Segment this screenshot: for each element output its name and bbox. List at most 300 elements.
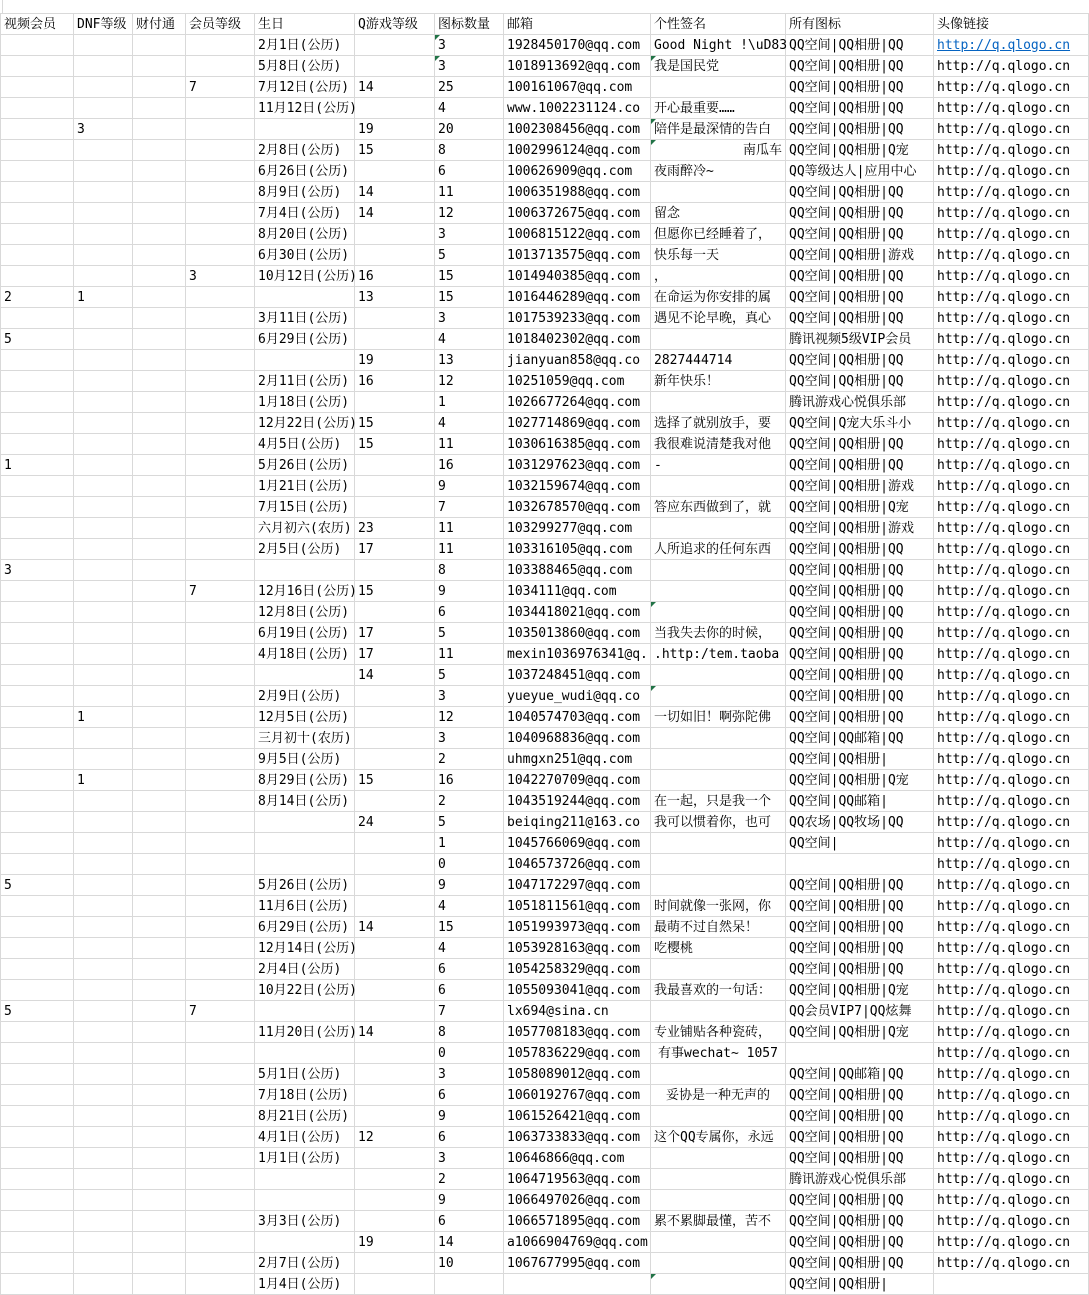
cell-birthday[interactable] — [255, 161, 355, 182]
cell-signature[interactable] — [651, 1022, 786, 1043]
cell-icon-count[interactable] — [435, 329, 504, 350]
cell-all-icons[interactable] — [786, 56, 934, 77]
cell-all-icons[interactable] — [786, 182, 934, 203]
cell-qgame-level[interactable] — [355, 1274, 435, 1295]
cell-all-icons[interactable] — [786, 917, 934, 938]
cell-signature[interactable] — [651, 812, 786, 833]
cell-video-vip[interactable] — [1, 1211, 74, 1232]
cell-video-vip[interactable] — [1, 1127, 74, 1148]
cell-avatar-link[interactable] — [934, 1190, 1089, 1211]
cell-signature[interactable] — [651, 1043, 786, 1064]
cell-birthday[interactable] — [255, 497, 355, 518]
cell-all-icons[interactable] — [786, 959, 934, 980]
cell-birthday[interactable] — [255, 1064, 355, 1085]
cell-email[interactable] — [504, 560, 651, 581]
cell-icon-count[interactable] — [435, 1043, 504, 1064]
cell-avatar-link[interactable] — [934, 707, 1089, 728]
cell-tenpay[interactable] — [133, 35, 186, 56]
cell-email[interactable] — [504, 854, 651, 875]
cell-tenpay[interactable] — [133, 56, 186, 77]
cell-video-vip[interactable] — [1, 791, 74, 812]
cell-video-vip[interactable] — [1, 1253, 74, 1274]
cell-icon-count[interactable] — [435, 623, 504, 644]
cell-birthday[interactable] — [255, 287, 355, 308]
cell-birthday[interactable] — [255, 1274, 355, 1295]
cell-avatar-link[interactable] — [934, 119, 1089, 140]
cell-video-vip[interactable] — [1, 539, 74, 560]
cell-qgame-level[interactable] — [355, 392, 435, 413]
cell-email[interactable] — [504, 728, 651, 749]
cell-birthday[interactable] — [255, 1253, 355, 1274]
cell-dnf-level[interactable] — [74, 581, 133, 602]
cell-icon-count[interactable] — [435, 1085, 504, 1106]
cell-dnf-level[interactable] — [74, 770, 133, 791]
cell-qgame-level[interactable] — [355, 1148, 435, 1169]
cell-email[interactable] — [504, 938, 651, 959]
cell-birthday[interactable] — [255, 392, 355, 413]
cell-vip-level[interactable] — [186, 896, 255, 917]
cell-tenpay[interactable] — [133, 560, 186, 581]
cell-vip-level[interactable] — [186, 1274, 255, 1295]
cell-dnf-level[interactable] — [74, 875, 133, 896]
cell-tenpay[interactable] — [133, 896, 186, 917]
cell-avatar-link[interactable] — [934, 329, 1089, 350]
cell-icon-count[interactable] — [435, 875, 504, 896]
cell-email[interactable] — [504, 980, 651, 1001]
cell-qgame-level[interactable] — [355, 686, 435, 707]
cell-email[interactable] — [504, 602, 651, 623]
cell-birthday[interactable] — [255, 665, 355, 686]
cell-tenpay[interactable] — [133, 833, 186, 854]
cell-qgame-level[interactable] — [355, 497, 435, 518]
column-header-dnf-level[interactable] — [74, 14, 133, 35]
cell-signature[interactable] — [651, 896, 786, 917]
cell-avatar-link[interactable] — [934, 266, 1089, 287]
cell-email[interactable] — [504, 1064, 651, 1085]
cell-all-icons[interactable] — [786, 1274, 934, 1295]
cell-qgame-level[interactable] — [355, 203, 435, 224]
cell-signature[interactable] — [651, 1127, 786, 1148]
cell-qgame-level[interactable] — [355, 644, 435, 665]
cell-qgame-level[interactable] — [355, 1064, 435, 1085]
cell-signature[interactable] — [651, 707, 786, 728]
cell-birthday[interactable] — [255, 434, 355, 455]
cell-video-vip[interactable] — [1, 959, 74, 980]
cell-vip-level[interactable] — [186, 1190, 255, 1211]
cell-avatar-link[interactable] — [934, 1043, 1089, 1064]
cell-vip-level[interactable] — [186, 665, 255, 686]
cell-signature[interactable] — [651, 1148, 786, 1169]
cell-video-vip[interactable] — [1, 560, 74, 581]
cell-vip-level[interactable] — [186, 854, 255, 875]
cell-vip-level[interactable] — [186, 875, 255, 896]
cell-dnf-level[interactable] — [74, 140, 133, 161]
cell-birthday[interactable] — [255, 875, 355, 896]
cell-all-icons[interactable] — [786, 707, 934, 728]
cell-email[interactable] — [504, 371, 651, 392]
cell-all-icons[interactable] — [786, 1064, 934, 1085]
cell-vip-level[interactable] — [186, 476, 255, 497]
cell-dnf-level[interactable] — [74, 1001, 133, 1022]
cell-dnf-level[interactable] — [74, 1085, 133, 1106]
cell-signature[interactable] — [651, 350, 786, 371]
cell-birthday[interactable] — [255, 623, 355, 644]
cell-avatar-link[interactable] — [934, 98, 1089, 119]
cell-qgame-level[interactable] — [355, 980, 435, 1001]
cell-vip-level[interactable] — [186, 980, 255, 1001]
cell-signature[interactable] — [651, 518, 786, 539]
cell-signature[interactable] — [651, 287, 786, 308]
cell-qgame-level[interactable] — [355, 1232, 435, 1253]
cell-birthday[interactable] — [255, 1127, 355, 1148]
cell-email[interactable] — [504, 791, 651, 812]
cell-avatar-link[interactable] — [934, 728, 1089, 749]
cell-vip-level[interactable] — [186, 770, 255, 791]
cell-all-icons[interactable] — [786, 392, 934, 413]
cell-all-icons[interactable] — [786, 1190, 934, 1211]
cell-email[interactable] — [504, 203, 651, 224]
cell-tenpay[interactable] — [133, 749, 186, 770]
cell-vip-level[interactable] — [186, 119, 255, 140]
cell-email[interactable] — [504, 1169, 651, 1190]
cell-tenpay[interactable] — [133, 182, 186, 203]
cell-avatar-link[interactable] — [934, 686, 1089, 707]
cell-avatar-link[interactable] — [934, 875, 1089, 896]
cell-video-vip[interactable] — [1, 854, 74, 875]
cell-signature[interactable] — [651, 1190, 786, 1211]
cell-video-vip[interactable] — [1, 518, 74, 539]
cell-dnf-level[interactable] — [74, 917, 133, 938]
cell-avatar-link[interactable] — [934, 896, 1089, 917]
cell-tenpay[interactable] — [133, 854, 186, 875]
cell-qgame-level[interactable] — [355, 812, 435, 833]
cell-avatar-link[interactable] — [934, 1253, 1089, 1274]
cell-icon-count[interactable] — [435, 287, 504, 308]
cell-tenpay[interactable] — [133, 707, 186, 728]
cell-birthday[interactable] — [255, 371, 355, 392]
cell-dnf-level[interactable] — [74, 1211, 133, 1232]
cell-dnf-level[interactable] — [74, 791, 133, 812]
cell-qgame-level[interactable] — [355, 140, 435, 161]
cell-tenpay[interactable] — [133, 1169, 186, 1190]
cell-icon-count[interactable] — [435, 161, 504, 182]
cell-signature[interactable] — [651, 98, 786, 119]
cell-vip-level[interactable] — [186, 161, 255, 182]
cell-video-vip[interactable] — [1, 980, 74, 1001]
cell-email[interactable] — [504, 875, 651, 896]
cell-avatar-link[interactable] — [934, 413, 1089, 434]
cell-video-vip[interactable] — [1, 266, 74, 287]
cell-dnf-level[interactable] — [74, 707, 133, 728]
cell-dnf-level[interactable] — [74, 980, 133, 1001]
cell-video-vip[interactable] — [1, 497, 74, 518]
cell-birthday[interactable] — [255, 413, 355, 434]
cell-tenpay[interactable] — [133, 623, 186, 644]
cell-all-icons[interactable] — [786, 413, 934, 434]
cell-vip-level[interactable] — [186, 266, 255, 287]
cell-dnf-level[interactable] — [74, 350, 133, 371]
cell-signature[interactable] — [651, 980, 786, 1001]
cell-avatar-link[interactable] — [934, 77, 1089, 98]
cell-icon-count[interactable] — [435, 728, 504, 749]
cell-qgame-level[interactable] — [355, 308, 435, 329]
cell-video-vip[interactable] — [1, 707, 74, 728]
cell-icon-count[interactable] — [435, 140, 504, 161]
cell-tenpay[interactable] — [133, 245, 186, 266]
cell-all-icons[interactable] — [786, 560, 934, 581]
cell-all-icons[interactable] — [786, 245, 934, 266]
cell-avatar-link[interactable] — [934, 1022, 1089, 1043]
cell-birthday[interactable] — [255, 938, 355, 959]
cell-video-vip[interactable] — [1, 98, 74, 119]
cell-icon-count[interactable] — [435, 392, 504, 413]
cell-icon-count[interactable] — [435, 1022, 504, 1043]
cell-video-vip[interactable] — [1, 413, 74, 434]
cell-birthday[interactable] — [255, 518, 355, 539]
cell-all-icons[interactable] — [786, 1043, 934, 1064]
cell-avatar-link[interactable] — [934, 140, 1089, 161]
cell-email[interactable] — [504, 665, 651, 686]
cell-icon-count[interactable] — [435, 497, 504, 518]
cell-qgame-level[interactable] — [355, 1001, 435, 1022]
cell-all-icons[interactable] — [786, 1169, 934, 1190]
cell-dnf-level[interactable] — [74, 1127, 133, 1148]
cell-all-icons[interactable] — [786, 161, 934, 182]
cell-qgame-level[interactable] — [355, 581, 435, 602]
cell-all-icons[interactable] — [786, 1211, 934, 1232]
cell-signature[interactable] — [651, 371, 786, 392]
cell-dnf-level[interactable] — [74, 1106, 133, 1127]
cell-all-icons[interactable] — [786, 938, 934, 959]
cell-all-icons[interactable] — [786, 224, 934, 245]
cell-icon-count[interactable] — [435, 581, 504, 602]
cell-vip-level[interactable] — [186, 623, 255, 644]
cell-all-icons[interactable] — [786, 434, 934, 455]
cell-avatar-link[interactable] — [934, 1169, 1089, 1190]
cell-email[interactable] — [504, 896, 651, 917]
cell-email[interactable] — [504, 161, 651, 182]
cell-birthday[interactable] — [255, 56, 355, 77]
cell-vip-level[interactable] — [186, 560, 255, 581]
cell-email[interactable] — [504, 266, 651, 287]
cell-tenpay[interactable] — [133, 1253, 186, 1274]
cell-qgame-level[interactable] — [355, 98, 435, 119]
cell-tenpay[interactable] — [133, 224, 186, 245]
cell-video-vip[interactable] — [1, 1190, 74, 1211]
cell-icon-count[interactable] — [435, 1211, 504, 1232]
cell-video-vip[interactable] — [1, 686, 74, 707]
cell-birthday[interactable] — [255, 707, 355, 728]
cell-all-icons[interactable] — [786, 266, 934, 287]
cell-signature[interactable] — [651, 476, 786, 497]
cell-vip-level[interactable] — [186, 203, 255, 224]
cell-avatar-link[interactable] — [934, 959, 1089, 980]
cell-birthday[interactable] — [255, 1211, 355, 1232]
cell-tenpay[interactable] — [133, 1085, 186, 1106]
cell-birthday[interactable] — [255, 77, 355, 98]
cell-avatar-link[interactable] — [934, 1085, 1089, 1106]
cell-dnf-level[interactable] — [74, 266, 133, 287]
cell-email[interactable] — [504, 1274, 651, 1295]
cell-vip-level[interactable] — [186, 497, 255, 518]
cell-tenpay[interactable] — [133, 1064, 186, 1085]
cell-avatar-link[interactable] — [934, 371, 1089, 392]
cell-dnf-level[interactable] — [74, 497, 133, 518]
cell-all-icons[interactable] — [786, 623, 934, 644]
cell-tenpay[interactable] — [133, 1106, 186, 1127]
cell-tenpay[interactable] — [133, 665, 186, 686]
cell-icon-count[interactable] — [435, 203, 504, 224]
cell-avatar-link[interactable] — [934, 434, 1089, 455]
cell-qgame-level[interactable] — [355, 455, 435, 476]
cell-dnf-level[interactable] — [74, 455, 133, 476]
cell-tenpay[interactable] — [133, 266, 186, 287]
cell-tenpay[interactable] — [133, 203, 186, 224]
cell-qgame-level[interactable] — [355, 434, 435, 455]
cell-video-vip[interactable] — [1, 371, 74, 392]
cell-icon-count[interactable] — [435, 980, 504, 1001]
cell-signature[interactable] — [651, 602, 786, 623]
cell-video-vip[interactable] — [1, 1274, 74, 1295]
cell-vip-level[interactable] — [186, 833, 255, 854]
cell-email[interactable] — [504, 329, 651, 350]
cell-all-icons[interactable] — [786, 203, 934, 224]
cell-signature[interactable] — [651, 77, 786, 98]
cell-avatar-link[interactable] — [934, 854, 1089, 875]
cell-qgame-level[interactable] — [355, 329, 435, 350]
cell-video-vip[interactable] — [1, 140, 74, 161]
cell-email[interactable] — [504, 140, 651, 161]
cell-tenpay[interactable] — [133, 371, 186, 392]
cell-video-vip[interactable] — [1, 770, 74, 791]
cell-signature[interactable] — [651, 623, 786, 644]
cell-email[interactable] — [504, 182, 651, 203]
cell-all-icons[interactable] — [786, 833, 934, 854]
cell-icon-count[interactable] — [435, 1274, 504, 1295]
cell-email[interactable] — [504, 644, 651, 665]
cell-video-vip[interactable] — [1, 1064, 74, 1085]
cell-icon-count[interactable] — [435, 266, 504, 287]
cell-avatar-link[interactable] — [934, 1211, 1089, 1232]
cell-email[interactable] — [504, 959, 651, 980]
cell-signature[interactable] — [651, 497, 786, 518]
column-header-avatar-link[interactable] — [934, 14, 1089, 35]
cell-email[interactable] — [504, 35, 651, 56]
cell-tenpay[interactable] — [133, 1001, 186, 1022]
cell-signature[interactable] — [651, 917, 786, 938]
cell-birthday[interactable] — [255, 308, 355, 329]
cell-signature[interactable] — [651, 1169, 786, 1190]
column-header-icon-count[interactable] — [435, 14, 504, 35]
cell-icon-count[interactable] — [435, 1169, 504, 1190]
cell-avatar-link[interactable] — [934, 938, 1089, 959]
cell-tenpay[interactable] — [133, 476, 186, 497]
cell-tenpay[interactable] — [133, 98, 186, 119]
cell-birthday[interactable] — [255, 140, 355, 161]
cell-avatar-link[interactable] — [934, 560, 1089, 581]
cell-dnf-level[interactable] — [74, 161, 133, 182]
cell-vip-level[interactable] — [186, 392, 255, 413]
cell-avatar-link[interactable] — [934, 182, 1089, 203]
cell-signature[interactable] — [651, 644, 786, 665]
column-header-vip-level[interactable] — [186, 14, 255, 35]
cell-video-vip[interactable] — [1, 77, 74, 98]
cell-dnf-level[interactable] — [74, 686, 133, 707]
cell-icon-count[interactable] — [435, 1127, 504, 1148]
cell-signature[interactable] — [651, 1211, 786, 1232]
cell-email[interactable] — [504, 812, 651, 833]
cell-birthday[interactable] — [255, 35, 355, 56]
cell-vip-level[interactable] — [186, 686, 255, 707]
cell-email[interactable] — [504, 308, 651, 329]
cell-dnf-level[interactable] — [74, 308, 133, 329]
cell-birthday[interactable] — [255, 1232, 355, 1253]
cell-vip-level[interactable] — [186, 224, 255, 245]
cell-all-icons[interactable] — [786, 770, 934, 791]
cell-signature[interactable] — [651, 245, 786, 266]
cell-birthday[interactable] — [255, 980, 355, 1001]
cell-all-icons[interactable] — [786, 371, 934, 392]
cell-video-vip[interactable] — [1, 392, 74, 413]
cell-email[interactable] — [504, 1148, 651, 1169]
cell-icon-count[interactable] — [435, 182, 504, 203]
cell-avatar-link[interactable] — [934, 602, 1089, 623]
cell-icon-count[interactable] — [435, 1190, 504, 1211]
column-header-signature[interactable] — [651, 14, 786, 35]
cell-video-vip[interactable] — [1, 917, 74, 938]
cell-tenpay[interactable] — [133, 350, 186, 371]
cell-video-vip[interactable] — [1, 455, 74, 476]
cell-icon-count[interactable] — [435, 938, 504, 959]
cell-tenpay[interactable] — [133, 938, 186, 959]
cell-video-vip[interactable] — [1, 602, 74, 623]
cell-vip-level[interactable] — [186, 1106, 255, 1127]
column-header-birthday[interactable] — [255, 14, 355, 35]
cell-icon-count[interactable] — [435, 434, 504, 455]
cell-vip-level[interactable] — [186, 644, 255, 665]
cell-birthday[interactable] — [255, 350, 355, 371]
cell-dnf-level[interactable] — [74, 959, 133, 980]
cell-signature[interactable] — [651, 1064, 786, 1085]
cell-vip-level[interactable] — [186, 287, 255, 308]
cell-signature[interactable] — [651, 56, 786, 77]
cell-vip-level[interactable] — [186, 1085, 255, 1106]
cell-birthday[interactable] — [255, 560, 355, 581]
cell-signature[interactable] — [651, 119, 786, 140]
cell-all-icons[interactable] — [786, 812, 934, 833]
cell-tenpay[interactable] — [133, 644, 186, 665]
cell-icon-count[interactable] — [435, 896, 504, 917]
cell-all-icons[interactable] — [786, 455, 934, 476]
cell-icon-count[interactable] — [435, 455, 504, 476]
cell-tenpay[interactable] — [133, 539, 186, 560]
cell-dnf-level[interactable] — [74, 644, 133, 665]
cell-icon-count[interactable] — [435, 98, 504, 119]
cell-tenpay[interactable] — [133, 1190, 186, 1211]
cell-dnf-level[interactable] — [74, 182, 133, 203]
cell-signature[interactable] — [651, 770, 786, 791]
cell-all-icons[interactable] — [786, 602, 934, 623]
cell-all-icons[interactable] — [786, 308, 934, 329]
cell-email[interactable] — [504, 749, 651, 770]
cell-dnf-level[interactable] — [74, 224, 133, 245]
cell-qgame-level[interactable] — [355, 476, 435, 497]
cell-vip-level[interactable] — [186, 1148, 255, 1169]
cell-icon-count[interactable] — [435, 959, 504, 980]
cell-birthday[interactable] — [255, 581, 355, 602]
cell-qgame-level[interactable] — [355, 1022, 435, 1043]
cell-signature[interactable] — [651, 161, 786, 182]
